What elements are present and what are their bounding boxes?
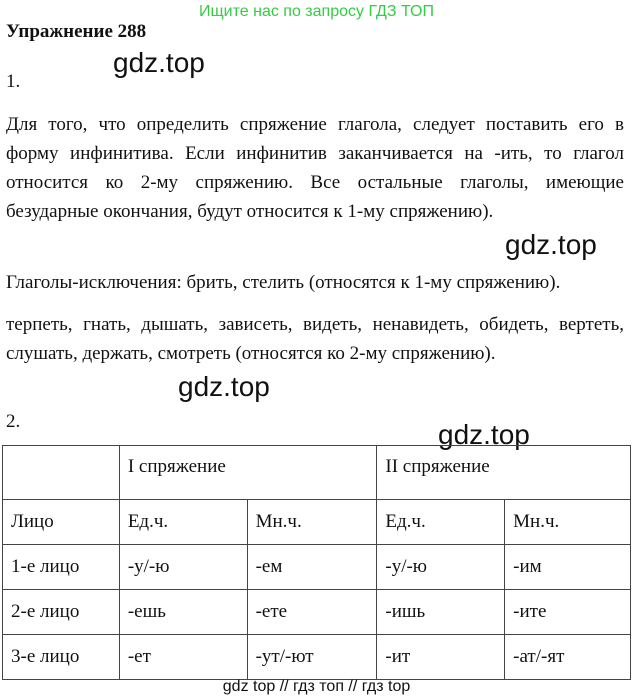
watermark-1: gdz.top [113, 47, 205, 78]
table-col-sg: Ед.ч. [119, 500, 247, 545]
table-row [3, 545, 631, 590]
table-row [3, 590, 631, 635]
table-cell: -ет [119, 635, 247, 680]
table-cell-person: 2-е лицо [3, 590, 120, 635]
table-cell-empty [3, 446, 120, 500]
table-cell: -ут/-ют [247, 635, 377, 680]
exercise-title: Упражнение 288 [6, 21, 147, 42]
watermark-3: gdz.top [178, 371, 270, 402]
table-cell: -ешь [119, 590, 247, 635]
paragraph-conjugation-rule: Для того, что определить спряжение глагола, следует поставить его в форму инфинитива. Если инфинитив заканчивается на -ить, то глагол относится ко 2-му спряжению. Все остальные глаголы, имеющие безударные окончания, будут относится к 1-му спряжению). [6, 114, 624, 222]
paragraph-exceptions: Глаголы-исключения: брить, стелить (относятся к 1-му спряжению). [6, 272, 561, 293]
table-cell-person: 3-е лицо [3, 635, 120, 680]
table-cell: -у/-ю [377, 545, 505, 590]
table-col-person: Лицо [3, 500, 120, 545]
table-cell: -ишь [377, 590, 505, 635]
table-cell: -у/-ю [119, 545, 247, 590]
table-row [3, 500, 631, 545]
section-2-number: 2. [6, 411, 21, 432]
footer-watermark: gdz top // гдз топ // гдз top [222, 678, 411, 695]
table-cell: -им [505, 545, 631, 590]
watermark-2: gdz.top [505, 229, 597, 260]
table-header-conj2: II спряжение [377, 446, 631, 500]
watermark-4: gdz.top [438, 419, 530, 450]
table-col-pl: Мн.ч. [247, 500, 377, 545]
table-cell: -ите [505, 590, 631, 635]
conjugation-table [2, 445, 631, 680]
search-banner: Ищите нас по запросу ГДЗ ТОП [199, 3, 434, 20]
table-cell: -ем [247, 545, 377, 590]
table-header-row [3, 446, 631, 500]
table-cell: -ит [377, 635, 505, 680]
table-col-sg: Ед.ч. [377, 500, 505, 545]
section-1-number: 1. [6, 71, 21, 92]
table-row [3, 635, 631, 680]
table-col-pl: Мн.ч. [505, 500, 631, 545]
table-header-conj1: I спряжение [119, 446, 377, 500]
table-cell: -ете [247, 590, 377, 635]
paragraph-exception-verbs: терпеть, гнать, дышать, зависеть, видеть, ненавидеть, обидеть, вертеть, слушать, держать, смотреть (относятся ко 2-му спряжению). [6, 314, 624, 364]
table-cell: -ат/-ят [505, 635, 631, 680]
table-cell-person: 1-е лицо [3, 545, 120, 590]
